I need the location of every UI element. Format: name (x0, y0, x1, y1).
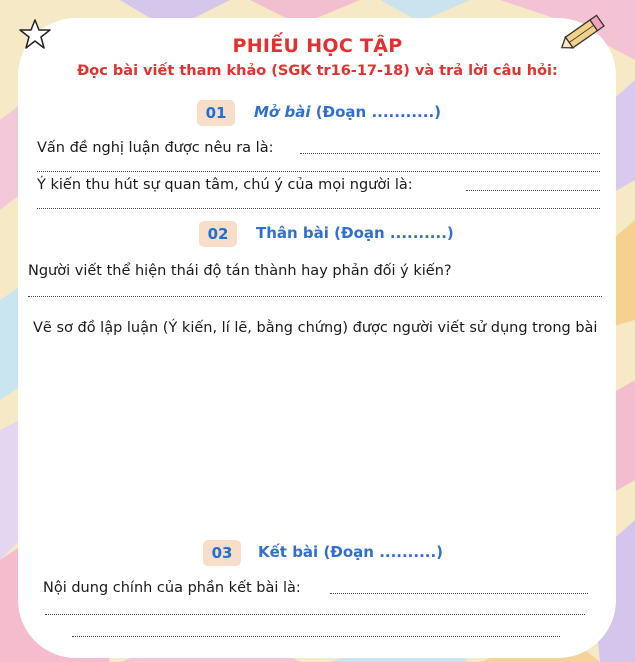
section-name: Mở bài (254, 103, 311, 121)
worksheet-title: PHIẾU HỌC TẬP (232, 35, 403, 57)
question-attitude: Người viết thể hiện thái độ tán thành hay phản đối ý kiến? (28, 263, 452, 279)
section-name: Thân bài (256, 224, 329, 242)
question-opinion: Ý kiến thu hút sự quan tâm, chú ý của mọi người là: (37, 177, 413, 193)
worksheet-subtitle: Đọc bài viết tham khảo (SGK tr16-17-18) và trả lời câu hỏi: (77, 63, 558, 79)
diagram-drawing-area[interactable] (33, 370, 603, 530)
answer-line[interactable] (37, 171, 600, 172)
answer-line[interactable] (28, 296, 602, 297)
section-suffix: (Đoạn ...........) (315, 103, 441, 121)
section-heading-body (256, 224, 454, 242)
question-conclusion: Nội dung chính của phần kết bài là: (43, 580, 301, 596)
section-name: Kết bài (258, 543, 319, 561)
answer-line[interactable] (45, 614, 585, 615)
answer-line[interactable] (300, 153, 600, 154)
section-number-badge: 01 (197, 100, 235, 126)
section-heading-conclusion (258, 543, 443, 561)
answer-line[interactable] (37, 208, 600, 209)
section-suffix: (Đoạn ..........) (334, 224, 454, 242)
question-issue: Vấn đề nghị luận được nêu ra là: (37, 140, 274, 156)
section-number-badge: 03 (203, 540, 241, 566)
answer-line[interactable] (466, 190, 600, 191)
section-number-badge: 02 (199, 221, 237, 247)
question-diagram: Vẽ sơ đồ lập luận (Ý kiến, lí lẽ, bằng chứng) được người viết sử dụng trong bài (33, 320, 598, 336)
section-suffix: (Đoạn ..........) (323, 543, 444, 561)
answer-line[interactable] (330, 593, 588, 594)
answer-line[interactable] (72, 636, 560, 637)
section-heading-intro (254, 103, 441, 121)
